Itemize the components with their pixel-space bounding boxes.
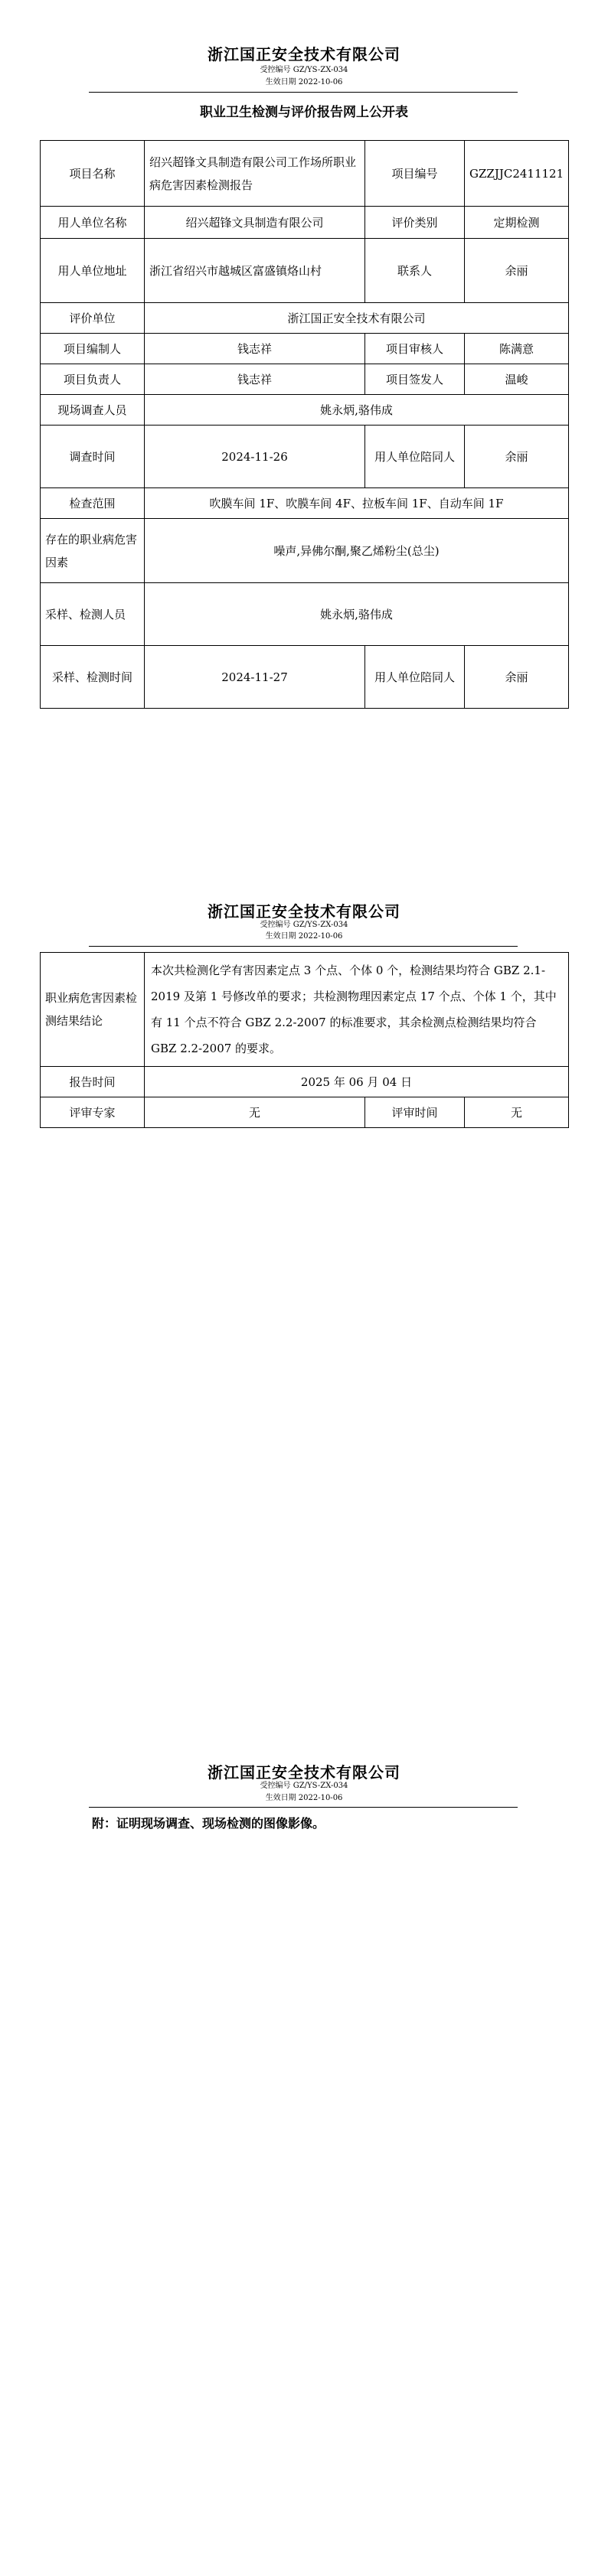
table-row bbox=[41, 207, 569, 239]
employer-address-label: 用人单位地址 bbox=[41, 239, 145, 303]
table-row bbox=[41, 395, 569, 426]
table-row bbox=[41, 519, 569, 583]
effective-date: 生效日期 2022-10-06 bbox=[265, 78, 343, 86]
samplers-label: 采样、检测人员 bbox=[41, 583, 145, 646]
table-row bbox=[41, 953, 569, 1067]
hazards-label: 存在的职业病危害因素 bbox=[41, 519, 145, 583]
control-number-page2: 受控编号 GZ/YS-ZX-034 bbox=[260, 921, 348, 929]
control-number-page3: 受控编号 GZ/YS-ZX-034 bbox=[260, 1782, 348, 1790]
table-row bbox=[41, 141, 569, 207]
table-row bbox=[41, 334, 569, 364]
disclosure-table bbox=[40, 140, 569, 709]
header-divider-page3 bbox=[89, 1807, 518, 1808]
site-investigators-label: 现场调查人员 bbox=[41, 395, 145, 426]
contact-label: 联系人 bbox=[365, 239, 465, 303]
conclusion-table bbox=[40, 952, 569, 1128]
scope-label: 检查范围 bbox=[41, 488, 145, 519]
report-time-value: 2025 年 06 月 04 日 bbox=[145, 1067, 569, 1097]
header-divider bbox=[89, 92, 518, 93]
employer-escort-value: 余丽 bbox=[465, 426, 569, 488]
reviewer-label: 项目审核人 bbox=[365, 334, 465, 364]
sampling-time-label: 采样、检测时间 bbox=[41, 646, 145, 709]
project-no-value: GZZJJC2411121 bbox=[465, 141, 569, 207]
header-divider-page2 bbox=[89, 946, 518, 947]
table-row bbox=[41, 364, 569, 395]
review-time-value: 无 bbox=[465, 1097, 569, 1128]
eval-unit-label: 评价单位 bbox=[41, 303, 145, 334]
hazards-value: 噪声,异佛尔酮,聚乙烯粉尘(总尘) bbox=[145, 519, 569, 583]
survey-time-value: 2024-11-26 bbox=[145, 426, 365, 488]
project-no-label: 项目编号 bbox=[365, 141, 465, 207]
employer-name-value: 绍兴超锋文具制造有限公司 bbox=[145, 207, 365, 239]
company-name-page3: 浙江国正安全技术有限公司 bbox=[208, 1763, 400, 1782]
escort2-value: 余丽 bbox=[465, 646, 569, 709]
effective-date-page3: 生效日期 2022-10-06 bbox=[265, 1794, 343, 1802]
scope-value: 吹膜车间 1F、吹膜车间 4F、拉板车间 1F、自动车间 1F bbox=[145, 488, 569, 519]
company-name: 浙江国正安全技术有限公司 bbox=[208, 45, 400, 64]
eval-unit-value: 浙江国正安全技术有限公司 bbox=[145, 303, 569, 334]
company-name-page2: 浙江国正安全技术有限公司 bbox=[208, 902, 400, 921]
expert-value: 无 bbox=[145, 1097, 365, 1128]
table-row bbox=[41, 303, 569, 334]
document-title: 职业卫生检测与评价报告网上公开表 bbox=[200, 105, 408, 120]
compiler-value: 钱志祥 bbox=[145, 334, 365, 364]
table-row bbox=[41, 646, 569, 709]
site-investigators-value: 姚永炳,骆伟成 bbox=[145, 395, 569, 426]
employer-name-label: 用人单位名称 bbox=[41, 207, 145, 239]
conclusion-label: 职业病危害因素检测结果结论 bbox=[41, 953, 145, 1067]
employer-escort-label: 用人单位陪同人 bbox=[365, 426, 465, 488]
leader-value: 钱志祥 bbox=[145, 364, 365, 395]
project-name-label: 项目名称 bbox=[41, 141, 145, 207]
employer-address-value: 浙江省绍兴市越城区富盛镇烙山村 bbox=[145, 239, 365, 303]
samplers-value: 姚永炳,骆伟成 bbox=[145, 583, 569, 646]
review-time-label: 评审时间 bbox=[365, 1097, 465, 1128]
eval-type-value: 定期检测 bbox=[465, 207, 569, 239]
expert-label: 评审专家 bbox=[41, 1097, 145, 1128]
table-row bbox=[41, 1097, 569, 1128]
effective-date-page2: 生效日期 2022-10-06 bbox=[265, 932, 343, 941]
contact-value: 余丽 bbox=[465, 239, 569, 303]
table-row bbox=[41, 488, 569, 519]
leader-label: 项目负责人 bbox=[41, 364, 145, 395]
escort2-label: 用人单位陪同人 bbox=[365, 646, 465, 709]
compiler-label: 项目编制人 bbox=[41, 334, 145, 364]
issuer-label: 项目签发人 bbox=[365, 364, 465, 395]
control-number: 受控编号 GZ/YS-ZX-034 bbox=[260, 66, 348, 74]
sampling-time-value: 2024-11-27 bbox=[145, 646, 365, 709]
table-row bbox=[41, 1067, 569, 1097]
table-row bbox=[41, 426, 569, 488]
report-time-label: 报告时间 bbox=[41, 1067, 145, 1097]
issuer-value: 温峻 bbox=[465, 364, 569, 395]
annex-note: 附：证明现场调查、现场检测的图像影像。 bbox=[92, 1816, 325, 1831]
conclusion-value: 本次共检测化学有害因素定点 3 个点、个体 0 个，检测结果均符合 GBZ 2.1-2019 及第 1 号修改单的要求；共检测物理因素定点 17 个点、个体 1 个，其中有 11 个点不符合 GBZ 2.2-2007 的标准要求，其余检测点检测结果均符合 GBZ 2.2-2007 的要求。 bbox=[145, 953, 569, 1067]
project-name-value: 绍兴超锋文具制造有限公司工作场所职业病危害因素检测报告 bbox=[145, 141, 365, 207]
table-row bbox=[41, 583, 569, 646]
survey-time-label: 调查时间 bbox=[41, 426, 145, 488]
table-row bbox=[41, 239, 569, 303]
eval-type-label: 评价类别 bbox=[365, 207, 465, 239]
reviewer-value: 陈满意 bbox=[465, 334, 569, 364]
